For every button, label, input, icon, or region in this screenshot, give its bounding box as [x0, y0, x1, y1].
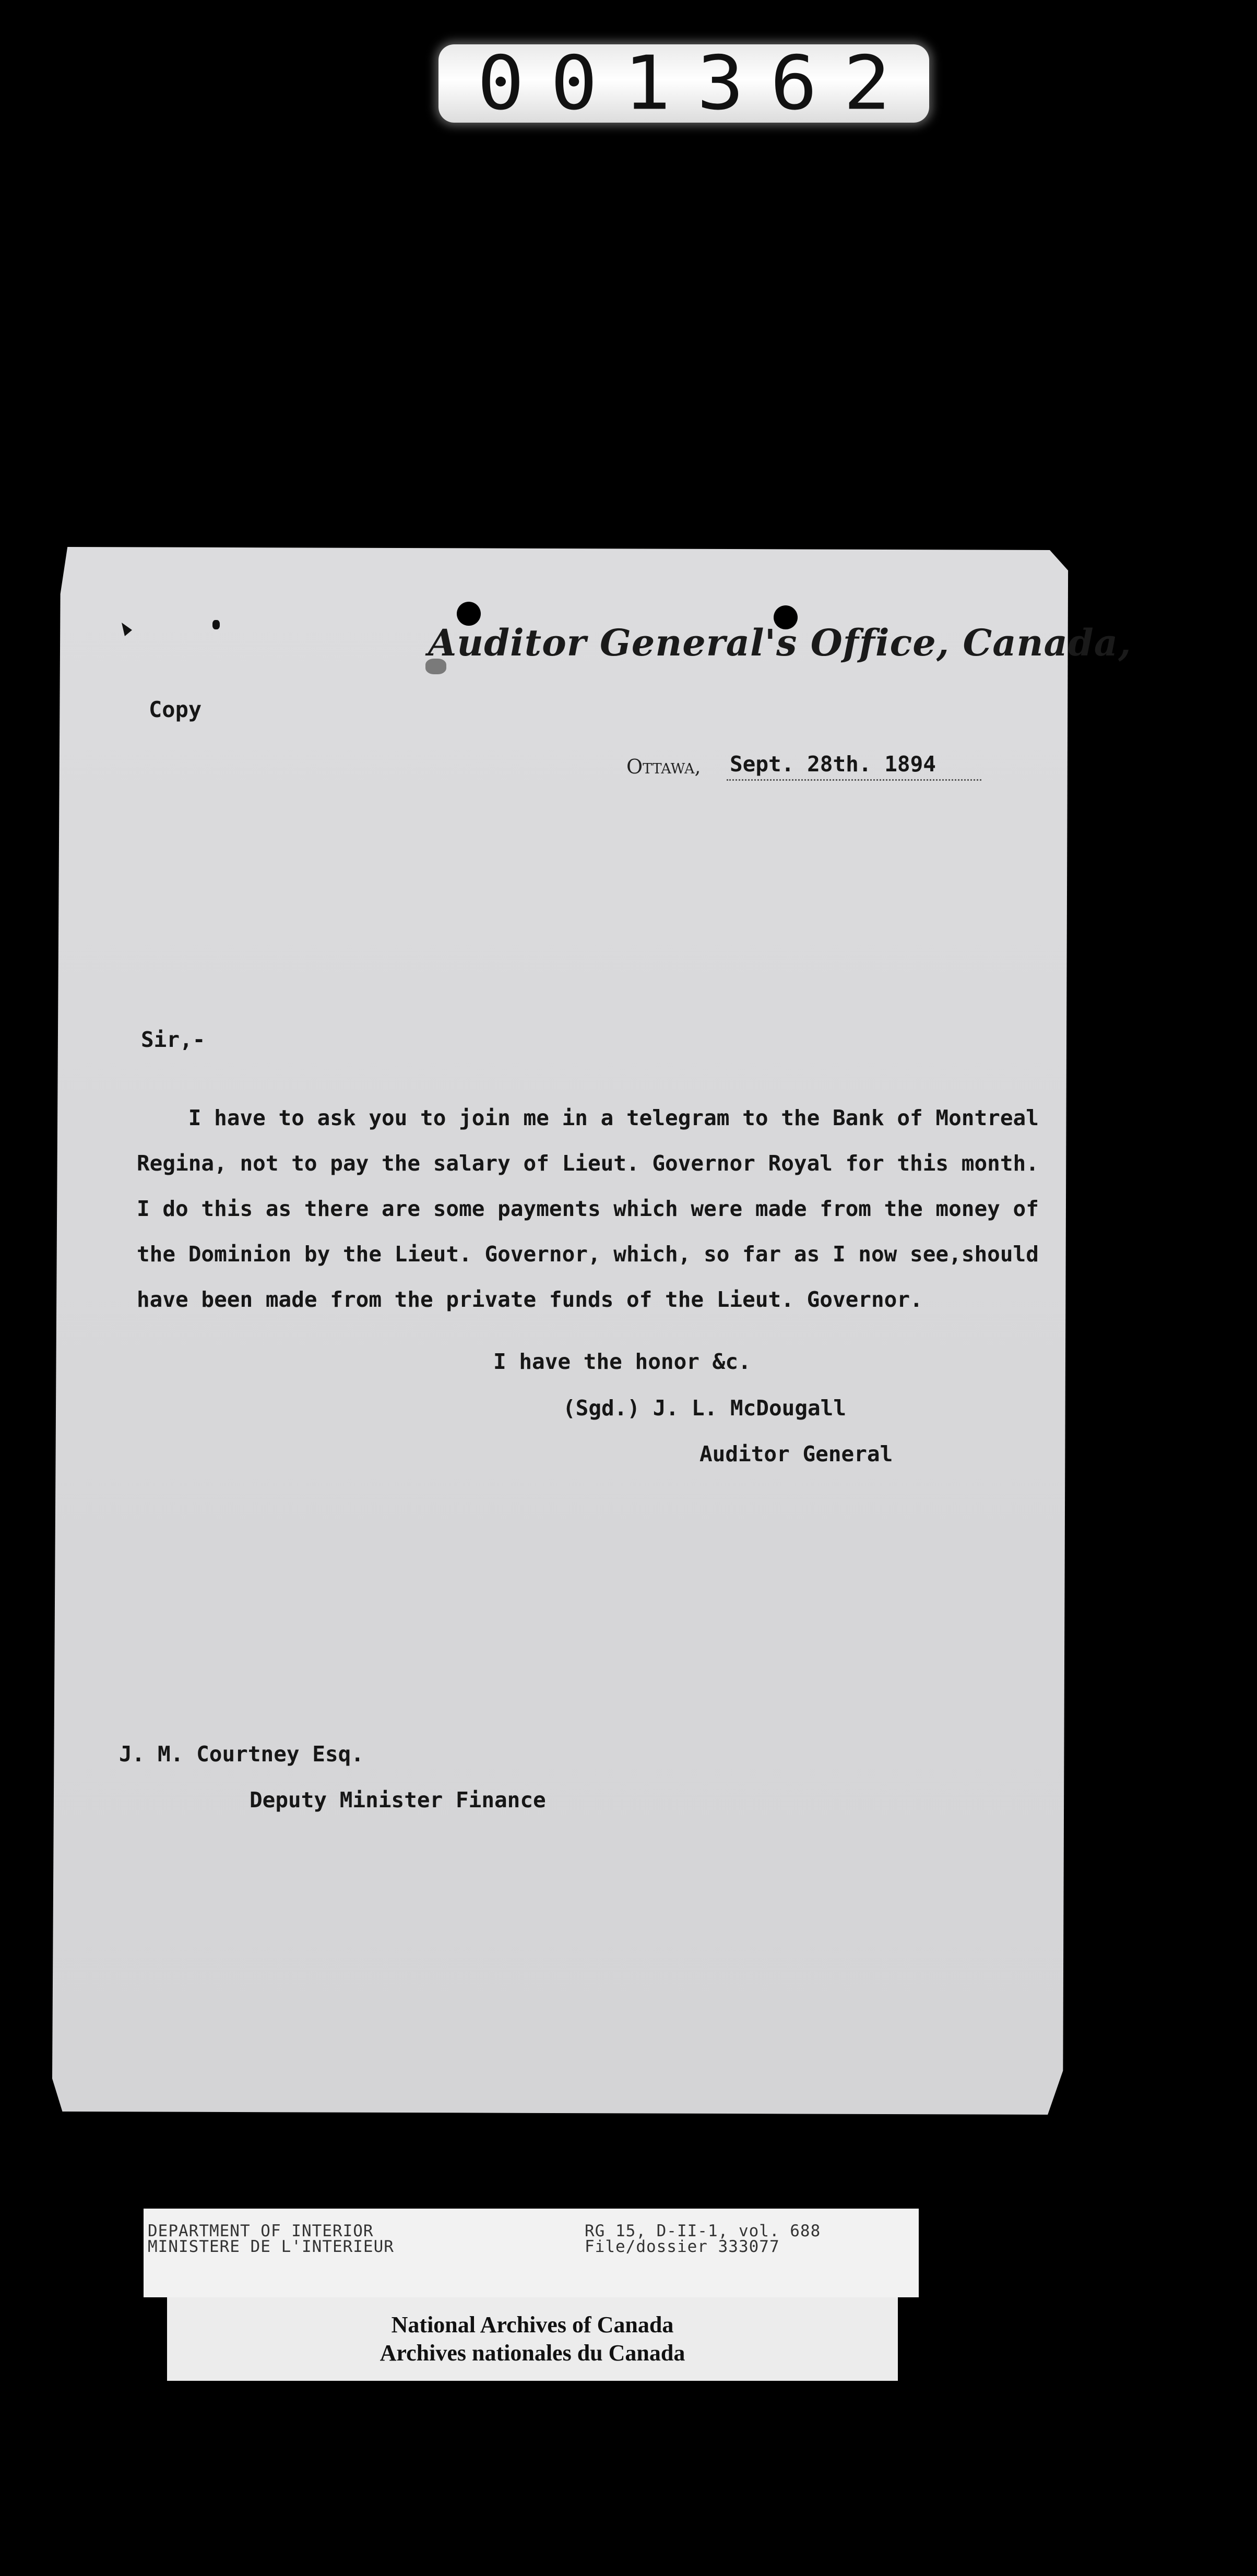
copy-mark: Copy: [149, 697, 202, 722]
signature: (Sgd.) J. L. McDougall: [563, 1396, 847, 1421]
frame-number-label: [438, 40, 929, 127]
recipient-title: Deputy Minister Finance: [250, 1787, 546, 1812]
salutation: Sir,-: [141, 1027, 206, 1052]
archives-name-french: Archives nationales du Canada: [380, 2340, 685, 2366]
archives-label: [167, 2297, 898, 2381]
ink-speck: [212, 620, 220, 629]
archives-name-english: National Archives of Canada: [391, 2312, 674, 2338]
recipient-name: J. M. Courtney Esq.: [119, 1742, 364, 1767]
dept-english: DEPARTMENT OF INTERIOR: [148, 2222, 374, 2240]
closing: I have the honor &c.: [493, 1349, 751, 1374]
dept-french: MINISTERE DE L'INTERIEUR: [148, 2237, 394, 2256]
frame-number: 001362: [477, 40, 917, 127]
body-line: I do this as there are some payments which were made from the money of: [137, 1196, 1039, 1221]
signature-title: Auditor General: [699, 1441, 893, 1466]
reference-rg: RG 15, D-II-1, vol. 688: [585, 2222, 821, 2240]
body-line: have been made from the private funds of the Lieut. Governor.: [137, 1287, 923, 1312]
body-line: the Dominion by the Lieut. Governor, which, so far as I now see,should: [137, 1242, 1039, 1267]
letter-page: [52, 547, 1070, 2118]
body-line: I have to ask you to join me in a telegram to the Bank of Montreal: [137, 1105, 1039, 1130]
letterhead: Auditor General's Office, Canada,: [428, 621, 1132, 664]
date-dotted-line: [727, 779, 981, 781]
letter-date: Sept. 28th. 1894: [730, 752, 936, 777]
department-label: [144, 2209, 919, 2297]
place-label: Ottawa,: [626, 755, 701, 778]
body-line: Regina, not to pay the salary of Lieut. Governor Royal for this month.: [137, 1151, 1039, 1176]
reference-file: File/dossier 333077: [585, 2237, 780, 2256]
